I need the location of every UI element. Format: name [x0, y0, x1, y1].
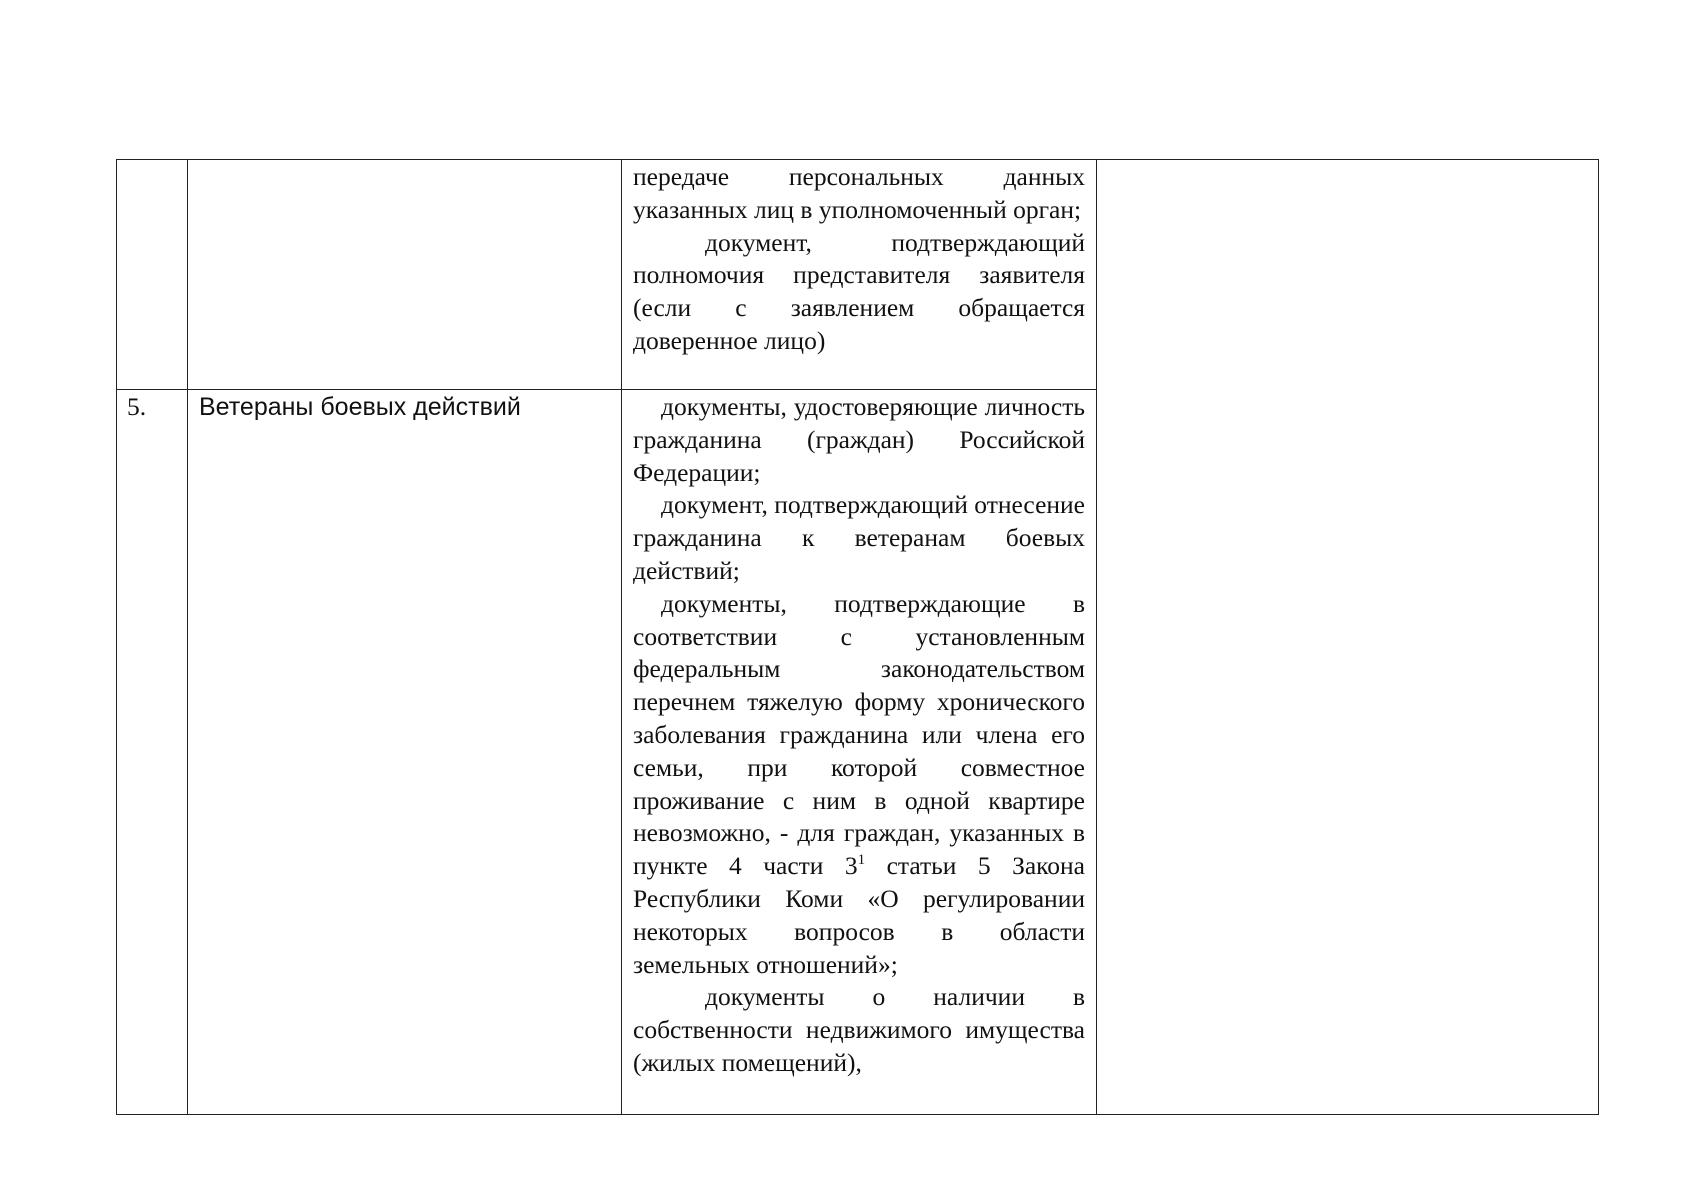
documents-cell: [622, 160, 1097, 390]
documents-cell: [622, 390, 1097, 1115]
number-cell: [117, 390, 188, 1115]
document-item: документы о наличии в собственности недвижимого имущества (жилых помещений),: [633, 982, 1085, 1077]
category-label: Ветераны боевых действий: [199, 393, 521, 421]
document-item: передаче персональных данных указанных лиц в уполномоченный орган;: [633, 162, 1085, 224]
row-number: 5.: [127, 392, 147, 421]
document-item: [633, 588, 1085, 982]
category-cell: [188, 160, 622, 390]
document-item: документ, подтверждающий полномочия представителя заявителя (если с заявлением обращается доверенное лицо): [633, 227, 1085, 355]
table-row: [117, 160, 1599, 390]
document-item: документ, подтверждающий отнесение гражданина к ветеранам боевых действий;: [633, 490, 1085, 585]
document-item: документы, удостоверяющие личность гражданина (граждан) Российской Федерации;: [633, 392, 1085, 487]
document-text: статьи 5 Закона Республики Коми «О регулировании некоторых вопросов в области земельных отношений»;: [633, 851, 1085, 979]
superscript: 1: [857, 852, 866, 869]
document-table: [116, 159, 1599, 1115]
category-cell: [188, 390, 622, 1115]
empty-column-cell: [1097, 160, 1599, 1115]
number-cell: [117, 160, 188, 390]
document-text: документы, подтверждающие в соответствии с установленным федеральным законодательством перечнем тяжелую форму хронического заболевания гражданина или члена его семьи, при которой совместное проживание с ним в одной квартире невозможно, - для граждан, указанных в пункте 4 части 3: [633, 588, 1085, 881]
